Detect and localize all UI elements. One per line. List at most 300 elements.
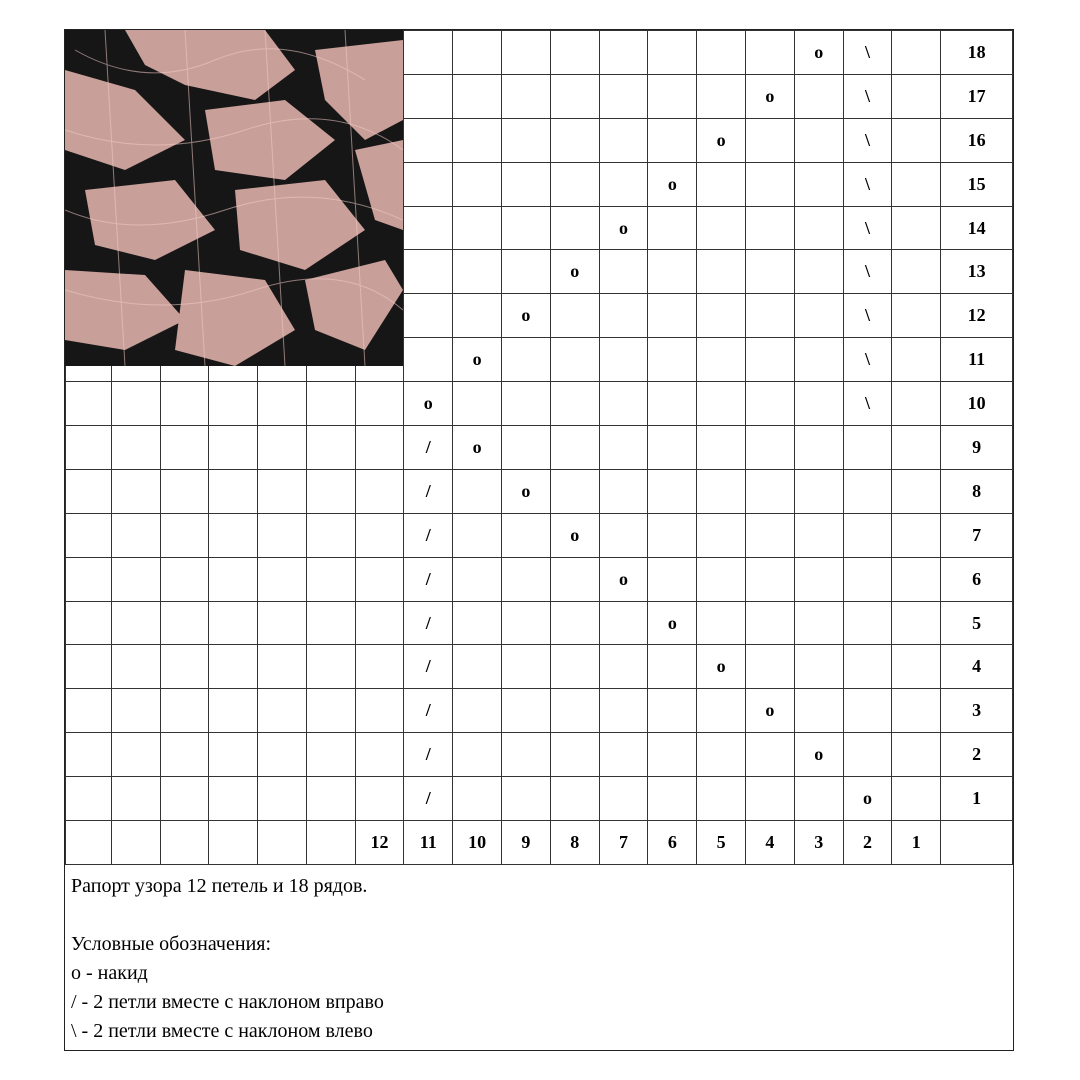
chart-cell: [746, 557, 795, 601]
chart-cell: [306, 733, 355, 777]
chart-cell: [648, 31, 697, 75]
chart-cell: [66, 601, 112, 645]
column-number: 4: [746, 821, 795, 865]
knitting-chart: [64, 29, 1014, 1051]
chart-cell: [599, 733, 648, 777]
chart-cell: [66, 513, 112, 557]
chart-cell: [258, 733, 307, 777]
row-number: 14: [941, 206, 1013, 250]
repeat-text: Рапорт узора 12 петель и 18 рядов.: [71, 875, 368, 897]
row-number: 8: [941, 469, 1013, 513]
chart-cell: [794, 382, 843, 426]
chart-cell: [892, 426, 941, 470]
chart-cell: [453, 689, 502, 733]
chart-cell: [404, 74, 453, 118]
k2tog-right-symbol: /: [404, 513, 453, 557]
chart-cell: [746, 250, 795, 294]
chart-cell: [648, 426, 697, 470]
chart-cell: [843, 469, 892, 513]
row-number: 2: [941, 733, 1013, 777]
chart-cell: [258, 557, 307, 601]
chart-cell: [258, 645, 307, 689]
chart-cell: [892, 118, 941, 162]
chart-notes: [71, 872, 1001, 1046]
chart-cell: [355, 382, 404, 426]
chart-row: [66, 733, 1013, 777]
chart-cell: [160, 645, 209, 689]
chart-cell: [453, 777, 502, 821]
chart-cell: [746, 777, 795, 821]
chart-cell: [111, 733, 160, 777]
chart-cell: [892, 469, 941, 513]
chart-cell: [746, 733, 795, 777]
chart-cell: [746, 162, 795, 206]
chart-cell: [648, 469, 697, 513]
chart-cell: [502, 557, 551, 601]
chart-row: [66, 689, 1013, 733]
chart-cell: [648, 382, 697, 426]
column-number: [258, 821, 307, 865]
chart-cell: [892, 206, 941, 250]
chart-row: [66, 513, 1013, 557]
chart-cell: [746, 118, 795, 162]
k2tog-left-symbol: \: [843, 206, 892, 250]
chart-cell: [892, 733, 941, 777]
chart-cell: [892, 645, 941, 689]
chart-cell: [599, 118, 648, 162]
chart-cell: [843, 601, 892, 645]
row-number: 7: [941, 513, 1013, 557]
column-number: 5: [697, 821, 746, 865]
chart-cell: [453, 250, 502, 294]
row-number: 18: [941, 31, 1013, 75]
chart-cell: [306, 426, 355, 470]
chart-cell: [453, 74, 502, 118]
chart-cell: [355, 557, 404, 601]
row-number: 3: [941, 689, 1013, 733]
chart-cell: [502, 74, 551, 118]
chart-cell: [746, 513, 795, 557]
chart-cell: [66, 426, 112, 470]
chart-cell: [794, 162, 843, 206]
chart-cell: [453, 294, 502, 338]
yarn-over-symbol: o: [746, 74, 795, 118]
chart-cell: [892, 250, 941, 294]
chart-cell: [404, 206, 453, 250]
chart-cell: [502, 645, 551, 689]
chart-cell: [892, 338, 941, 382]
legend-item-left-slant: \ - 2 петли вместе с наклоном влево: [71, 1020, 373, 1042]
chart-cell: [160, 382, 209, 426]
column-number: [306, 821, 355, 865]
chart-cell: [111, 469, 160, 513]
chart-cell: [843, 426, 892, 470]
chart-row: [66, 426, 1013, 470]
chart-cell: [648, 250, 697, 294]
chart-cell: [746, 294, 795, 338]
column-number: 9: [502, 821, 551, 865]
chart-cell: [892, 31, 941, 75]
legend-title: Условные обозначения:: [71, 933, 272, 955]
chart-cell: [66, 733, 112, 777]
row-number: 4: [941, 645, 1013, 689]
chart-cell: [697, 777, 746, 821]
chart-cell: [502, 162, 551, 206]
chart-cell: [892, 689, 941, 733]
chart-cell: [160, 601, 209, 645]
yarn-over-symbol: o: [599, 557, 648, 601]
chart-cell: [111, 645, 160, 689]
chart-cell: [66, 689, 112, 733]
column-number: [111, 821, 160, 865]
chart-cell: [550, 206, 599, 250]
chart-cell: [599, 74, 648, 118]
lace-image-icon: [65, 30, 403, 366]
row-number: 1: [941, 777, 1013, 821]
chart-cell: [648, 557, 697, 601]
column-number: 3: [794, 821, 843, 865]
k2tog-left-symbol: \: [843, 162, 892, 206]
row-number: 15: [941, 162, 1013, 206]
chart-cell: [258, 777, 307, 821]
column-number: 10: [453, 821, 502, 865]
legend-item-yarn-over: o - накид: [71, 962, 148, 984]
chart-cell: [794, 338, 843, 382]
chart-cell: [160, 733, 209, 777]
chart-cell: [404, 162, 453, 206]
chart-cell: [502, 513, 551, 557]
row-number: 12: [941, 294, 1013, 338]
row-number: 5: [941, 601, 1013, 645]
chart-cell: [599, 294, 648, 338]
chart-cell: [794, 74, 843, 118]
yarn-over-symbol: o: [453, 426, 502, 470]
column-number: [941, 821, 1013, 865]
chart-cell: [892, 74, 941, 118]
row-number: 6: [941, 557, 1013, 601]
column-number: 2: [843, 821, 892, 865]
chart-cell: [453, 162, 502, 206]
knitted-lace-photo: [65, 30, 403, 366]
chart-cell: [794, 469, 843, 513]
k2tog-left-symbol: \: [843, 338, 892, 382]
chart-cell: [258, 469, 307, 513]
chart-cell: [502, 777, 551, 821]
chart-cell: [697, 74, 746, 118]
k2tog-right-symbol: /: [404, 601, 453, 645]
chart-cell: [697, 206, 746, 250]
chart-cell: [306, 469, 355, 513]
chart-cell: [599, 645, 648, 689]
chart-cell: [160, 426, 209, 470]
k2tog-left-symbol: \: [843, 118, 892, 162]
chart-cell: [160, 557, 209, 601]
k2tog-right-symbol: /: [404, 733, 453, 777]
chart-cell: [160, 777, 209, 821]
chart-cell: [306, 645, 355, 689]
chart-cell: [453, 382, 502, 426]
chart-cell: [599, 382, 648, 426]
chart-cell: [502, 118, 551, 162]
k2tog-left-symbol: \: [843, 294, 892, 338]
chart-row: [66, 601, 1013, 645]
chart-cell: [794, 557, 843, 601]
k2tog-left-symbol: \: [843, 74, 892, 118]
chart-row: [66, 645, 1013, 689]
chart-cell: [453, 513, 502, 557]
chart-cell: [404, 118, 453, 162]
chart-cell: [550, 294, 599, 338]
yarn-over-symbol: o: [794, 733, 843, 777]
chart-cell: [209, 733, 258, 777]
chart-cell: [66, 469, 112, 513]
chart-cell: [66, 382, 112, 426]
chart-row: [66, 557, 1013, 601]
chart-cell: [209, 645, 258, 689]
chart-cell: [794, 294, 843, 338]
chart-cell: [843, 645, 892, 689]
k2tog-right-symbol: /: [404, 557, 453, 601]
chart-cell: [746, 645, 795, 689]
chart-cell: [550, 601, 599, 645]
chart-cell: [502, 601, 551, 645]
chart-cell: [599, 426, 648, 470]
chart-cell: [697, 31, 746, 75]
chart-cell: [746, 382, 795, 426]
chart-cell: [892, 557, 941, 601]
chart-cell: [892, 513, 941, 557]
chart-cell: [111, 557, 160, 601]
chart-cell: [550, 338, 599, 382]
chart-cell: [209, 689, 258, 733]
chart-cell: [209, 426, 258, 470]
chart-cell: [258, 513, 307, 557]
chart-cell: [111, 382, 160, 426]
yarn-over-symbol: o: [794, 31, 843, 75]
chart-cell: [306, 382, 355, 426]
chart-cell: [355, 469, 404, 513]
chart-cell: [355, 733, 404, 777]
chart-cell: [502, 31, 551, 75]
chart-cell: [599, 513, 648, 557]
chart-cell: [160, 513, 209, 557]
chart-cell: [453, 733, 502, 777]
chart-cell: [843, 689, 892, 733]
chart-cell: [599, 601, 648, 645]
chart-cell: [697, 557, 746, 601]
row-number: 16: [941, 118, 1013, 162]
chart-cell: [258, 382, 307, 426]
chart-cell: [892, 601, 941, 645]
chart-cell: [697, 426, 746, 470]
column-number: [160, 821, 209, 865]
chart-cell: [306, 513, 355, 557]
yarn-over-symbol: o: [746, 689, 795, 733]
chart-cell: [502, 338, 551, 382]
chart-row: [66, 469, 1013, 513]
chart-cell: [648, 74, 697, 118]
column-number: 11: [404, 821, 453, 865]
chart-cell: [746, 601, 795, 645]
chart-cell: [258, 689, 307, 733]
chart-cell: [502, 250, 551, 294]
yarn-over-symbol: o: [550, 513, 599, 557]
chart-cell: [306, 689, 355, 733]
chart-cell: [453, 601, 502, 645]
chart-cell: [697, 733, 746, 777]
chart-cell: [111, 777, 160, 821]
k2tog-left-symbol: \: [843, 250, 892, 294]
chart-cell: [746, 206, 795, 250]
chart-cell: [550, 31, 599, 75]
chart-cell: [453, 557, 502, 601]
chart-cell: [892, 777, 941, 821]
chart-cell: [794, 426, 843, 470]
chart-row: [66, 777, 1013, 821]
yarn-over-symbol: o: [404, 382, 453, 426]
chart-cell: [502, 206, 551, 250]
chart-cell: [648, 294, 697, 338]
chart-cell: [550, 557, 599, 601]
chart-cell: [697, 294, 746, 338]
chart-cell: [648, 206, 697, 250]
row-number: 13: [941, 250, 1013, 294]
chart-cell: [794, 118, 843, 162]
chart-cell: [697, 513, 746, 557]
chart-cell: [648, 513, 697, 557]
chart-cell: [453, 31, 502, 75]
chart-cell: [209, 469, 258, 513]
chart-cell: [404, 250, 453, 294]
chart-cell: [599, 469, 648, 513]
chart-cell: [404, 31, 453, 75]
chart-cell: [209, 382, 258, 426]
chart-cell: [453, 206, 502, 250]
chart-cell: [453, 469, 502, 513]
chart-cell: [599, 250, 648, 294]
k2tog-right-symbol: /: [404, 469, 453, 513]
k2tog-left-symbol: \: [843, 31, 892, 75]
column-number: 7: [599, 821, 648, 865]
chart-cell: [599, 162, 648, 206]
chart-cell: [648, 689, 697, 733]
chart-cell: [550, 645, 599, 689]
column-number-row: [66, 821, 1013, 865]
yarn-over-symbol: o: [453, 338, 502, 382]
chart-cell: [697, 338, 746, 382]
chart-cell: [111, 513, 160, 557]
yarn-over-symbol: o: [697, 645, 746, 689]
chart-cell: [746, 338, 795, 382]
row-number: 10: [941, 382, 1013, 426]
chart-cell: [160, 469, 209, 513]
chart-row: [66, 382, 1013, 426]
chart-cell: [355, 601, 404, 645]
chart-cell: [209, 777, 258, 821]
chart-cell: [843, 557, 892, 601]
chart-cell: [746, 31, 795, 75]
chart-cell: [258, 601, 307, 645]
chart-cell: [794, 689, 843, 733]
chart-cell: [794, 513, 843, 557]
chart-cell: [550, 74, 599, 118]
yarn-over-symbol: o: [697, 118, 746, 162]
chart-cell: [306, 601, 355, 645]
chart-cell: [111, 689, 160, 733]
chart-cell: [66, 557, 112, 601]
row-number: 11: [941, 338, 1013, 382]
yarn-over-symbol: o: [648, 162, 697, 206]
chart-cell: [453, 118, 502, 162]
yarn-over-symbol: o: [550, 250, 599, 294]
chart-cell: [66, 645, 112, 689]
yarn-over-symbol: o: [502, 294, 551, 338]
chart-cell: [648, 118, 697, 162]
column-number: 1: [892, 821, 941, 865]
chart-cell: [648, 338, 697, 382]
chart-cell: [404, 338, 453, 382]
chart-cell: [697, 601, 746, 645]
k2tog-right-symbol: /: [404, 689, 453, 733]
chart-cell: [794, 645, 843, 689]
k2tog-right-symbol: /: [404, 777, 453, 821]
column-number: 6: [648, 821, 697, 865]
chart-cell: [599, 31, 648, 75]
chart-cell: [404, 294, 453, 338]
chart-cell: [550, 382, 599, 426]
k2tog-right-symbol: /: [404, 426, 453, 470]
column-number: [66, 821, 112, 865]
chart-cell: [746, 469, 795, 513]
chart-cell: [843, 733, 892, 777]
row-number: 17: [941, 74, 1013, 118]
chart-cell: [697, 250, 746, 294]
chart-cell: [550, 689, 599, 733]
chart-cell: [209, 601, 258, 645]
chart-cell: [697, 162, 746, 206]
chart-cell: [648, 777, 697, 821]
chart-cell: [648, 645, 697, 689]
chart-cell: [843, 513, 892, 557]
chart-cell: [66, 777, 112, 821]
chart-cell: [794, 777, 843, 821]
chart-cell: [599, 338, 648, 382]
chart-cell: [502, 382, 551, 426]
chart-cell: [453, 645, 502, 689]
chart-cell: [746, 426, 795, 470]
chart-cell: [306, 557, 355, 601]
yarn-over-symbol: o: [843, 777, 892, 821]
chart-cell: [502, 733, 551, 777]
chart-cell: [892, 294, 941, 338]
chart-cell: [550, 162, 599, 206]
yarn-over-symbol: o: [599, 206, 648, 250]
chart-cell: [111, 601, 160, 645]
column-number: 8: [550, 821, 599, 865]
chart-cell: [209, 513, 258, 557]
chart-cell: [306, 777, 355, 821]
chart-cell: [550, 733, 599, 777]
chart-cell: [697, 689, 746, 733]
k2tog-right-symbol: /: [404, 645, 453, 689]
chart-cell: [111, 426, 160, 470]
chart-cell: [209, 557, 258, 601]
k2tog-left-symbol: \: [843, 382, 892, 426]
chart-cell: [550, 777, 599, 821]
chart-cell: [794, 250, 843, 294]
chart-cell: [794, 601, 843, 645]
chart-cell: [697, 469, 746, 513]
